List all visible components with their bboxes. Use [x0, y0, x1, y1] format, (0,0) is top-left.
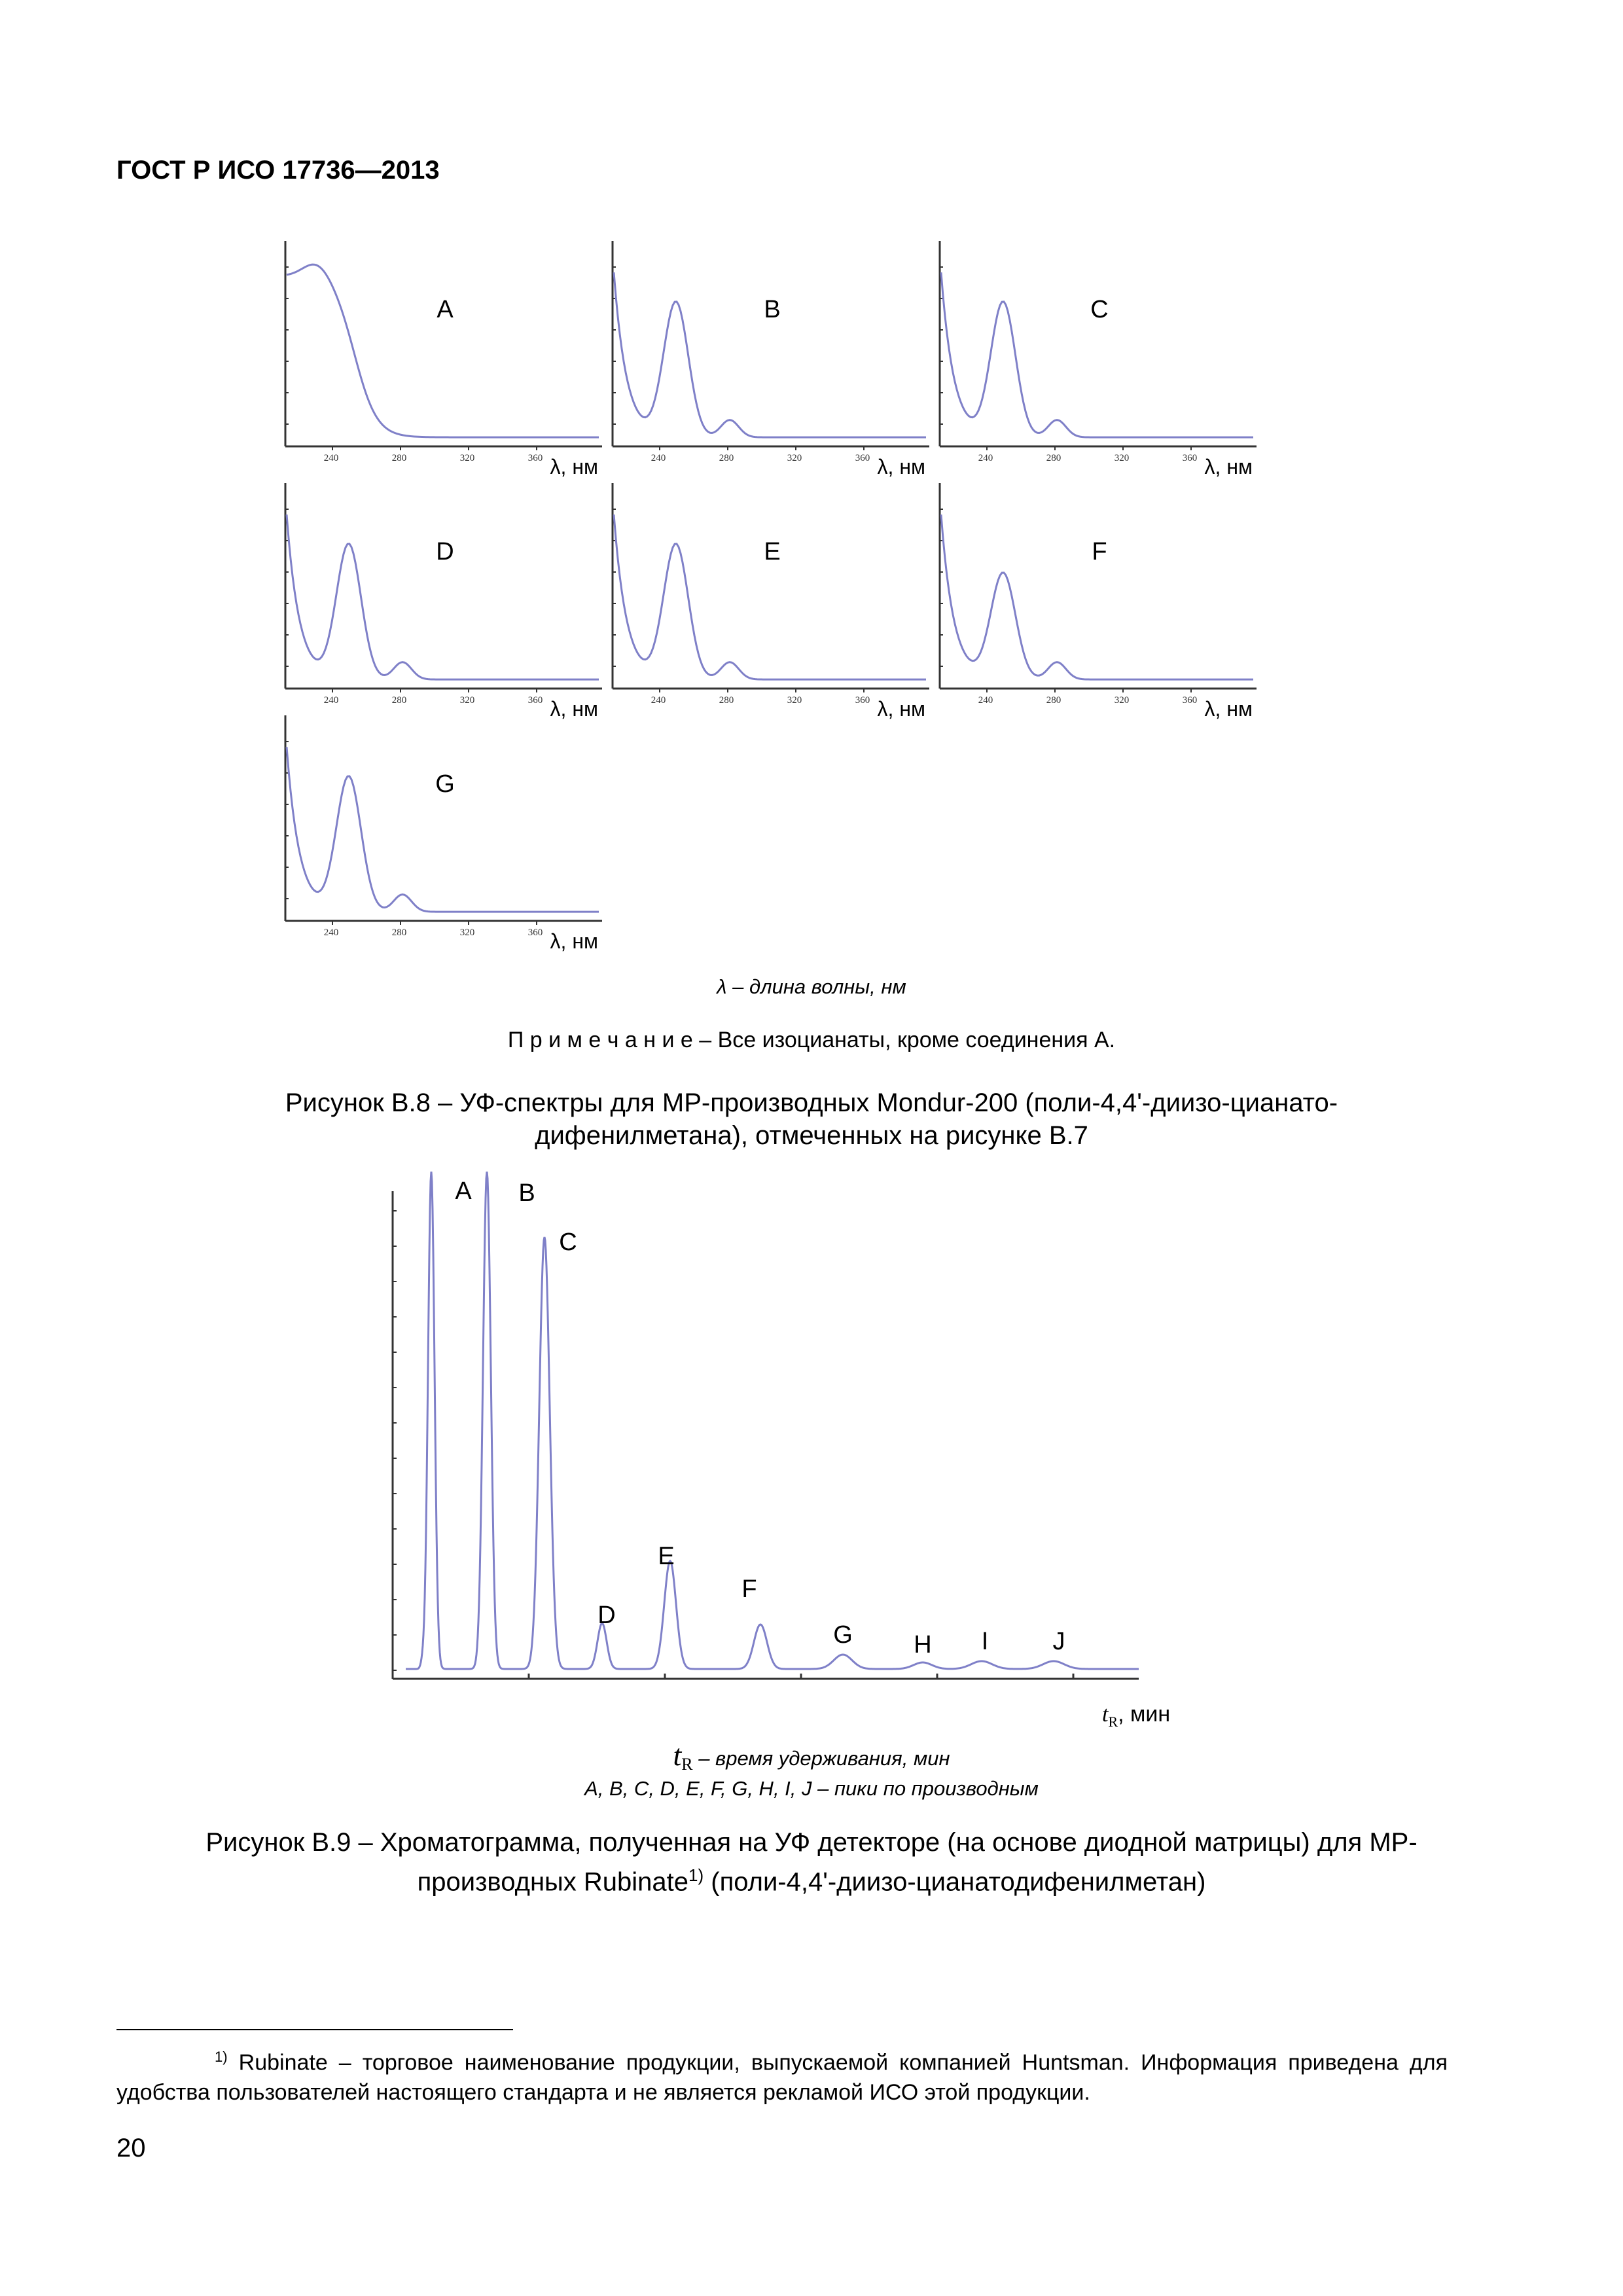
- x-tick-label: 320: [787, 453, 802, 463]
- peak-label-e: E: [658, 1543, 675, 1570]
- peak-label-i: I: [981, 1628, 989, 1655]
- x-axis-label: λ, нм: [1204, 455, 1253, 478]
- spectrum-label: B: [764, 296, 781, 323]
- peak-label-d: D: [597, 1602, 616, 1629]
- peak-label-b: B: [518, 1179, 535, 1207]
- axis-label-unit: , мин: [1118, 1702, 1171, 1727]
- x-tick-label: 360: [527, 695, 543, 706]
- x-tick-label: 360: [1182, 695, 1198, 706]
- note-word: П р и м е ч а н и е: [507, 1028, 693, 1052]
- figure8-caption-line2: дифенилметана), отмеченных на рисунке В.7: [535, 1121, 1088, 1150]
- spectrum-panel-g: [281, 710, 602, 959]
- footnote-marker: 1): [215, 2049, 228, 2065]
- figure8-caption-line1: Рисунок В.8 – УФ-спектры для МР-производных Mondur-200 (поли-4,4'-диизо-цианато-: [285, 1088, 1338, 1117]
- spectrum-svg: [609, 236, 929, 484]
- x-tick-label: 280: [1046, 695, 1061, 706]
- x-tick-label: 360: [855, 695, 870, 706]
- spectrum-svg: [936, 478, 1257, 726]
- peak-label-f: F: [741, 1575, 757, 1603]
- x-tick-label: 320: [459, 927, 475, 938]
- chromatogram: [366, 1172, 1217, 1748]
- note-text: – Все изоцианаты, кроме соединения А.: [692, 1028, 1116, 1052]
- chromatogram-x-label: [1102, 1702, 1170, 1731]
- x-tick-label: 320: [787, 695, 802, 706]
- legend-t-symbol: t: [673, 1738, 682, 1772]
- spectrum-svg: [281, 478, 602, 726]
- document-header: ГОСТ Р ИСО 17736—2013: [116, 156, 440, 185]
- spectrum-panel-a: [281, 236, 602, 484]
- figure9-caption-line2b: (поли-4,4'-диизо-цианатодифенилметан): [704, 1867, 1206, 1897]
- legend-t-text: – время удерживания, мин: [692, 1747, 950, 1770]
- chromatogram-legend-1: [0, 1738, 1623, 1774]
- footnote: [116, 2042, 1448, 2108]
- figure9-footnote-ref: 1): [688, 1865, 704, 1885]
- spectrum-label: F: [1092, 538, 1107, 565]
- chromatogram-legend-2: A, B, C, D, E, F, G, H, I, J – пики по производным: [584, 1777, 1039, 1800]
- x-tick-label: 280: [391, 695, 407, 706]
- spectrum-label: A: [437, 296, 454, 323]
- figure9-caption-line2: [0, 1859, 1623, 1898]
- x-tick-label: 320: [1114, 453, 1130, 463]
- spectrum-label: G: [435, 770, 455, 798]
- spectrum-svg: [281, 710, 602, 959]
- x-axis-label: λ, нм: [550, 455, 598, 478]
- x-tick-label: 360: [527, 927, 543, 938]
- peak-label-a: A: [455, 1177, 472, 1205]
- x-tick-label: 320: [1114, 695, 1130, 706]
- x-tick-label: 360: [527, 453, 543, 463]
- peak-label-g: G: [833, 1621, 853, 1649]
- x-axis-label: λ, нм: [877, 455, 925, 478]
- x-axis-label: λ, нм: [877, 697, 925, 721]
- legend-t-sub: R: [681, 1755, 693, 1774]
- x-tick-label: 240: [323, 695, 339, 706]
- x-tick-label: 240: [323, 453, 339, 463]
- spectrum-curve: [287, 264, 599, 437]
- x-tick-label: 320: [459, 453, 475, 463]
- x-tick-label: 280: [719, 453, 734, 463]
- axis-label-t: t: [1102, 1702, 1109, 1727]
- x-tick-label: 240: [323, 927, 339, 938]
- spectrum-panel-e: [609, 478, 929, 726]
- spectrum-svg: [281, 236, 602, 484]
- x-tick-label: 240: [978, 453, 993, 463]
- x-tick-label: 280: [1046, 453, 1061, 463]
- figure8-caption: [0, 1086, 1623, 1152]
- peak-label-c: C: [559, 1229, 577, 1256]
- x-tick-label: 280: [719, 695, 734, 706]
- x-tick-label: 240: [978, 695, 993, 706]
- footnote-rule: [116, 2029, 513, 2030]
- x-tick-label: 320: [459, 695, 475, 706]
- chromatogram-trace: [406, 1172, 1139, 1669]
- peak-label-j: J: [1052, 1628, 1065, 1655]
- spectrum-label: D: [436, 538, 454, 565]
- spectra-note: [0, 1028, 1623, 1053]
- page-number: 20: [116, 2134, 146, 2162]
- x-axis-label: λ, нм: [1204, 697, 1253, 721]
- spectrum-label: C: [1090, 296, 1109, 323]
- spectrum-svg: [936, 236, 1257, 484]
- footnote-text: Rubinate – торговое наименование продукции, выпускаемой компанией Huntsman. Информация приведена для удобства пользователей настоящего стандарта и не является рекламой ИСО этой продукции.: [116, 2050, 1448, 2106]
- chromatogram-svg: [366, 1172, 1217, 1748]
- x-tick-label: 280: [391, 453, 407, 463]
- spectrum-panel-b: [609, 236, 929, 484]
- x-axis-label: λ, нм: [550, 929, 598, 953]
- x-tick-label: 240: [651, 695, 666, 706]
- x-tick-label: 280: [391, 927, 407, 938]
- x-tick-label: 360: [1182, 453, 1198, 463]
- spectrum-panel-d: [281, 478, 602, 726]
- figure9-caption-line2a: производных Rubinate: [417, 1867, 689, 1897]
- spectra-legend: λ – длина волны, нм: [717, 975, 906, 998]
- axis-label-sub: R: [1108, 1713, 1118, 1730]
- x-axis-label: λ, нм: [550, 697, 598, 721]
- figure9-caption: [0, 1826, 1623, 1898]
- x-tick-label: 240: [651, 453, 666, 463]
- spectrum-panel-c: [936, 236, 1257, 484]
- figure9-caption-line1: Рисунок В.9 – Хроматограмма, полученная на УФ детекторе (на основе диодной матрицы) для МР-: [205, 1828, 1418, 1857]
- peak-label-h: H: [914, 1631, 932, 1659]
- x-tick-label: 360: [855, 453, 870, 463]
- spectrum-panel-f: [936, 478, 1257, 726]
- spectrum-svg: [609, 478, 929, 726]
- spectrum-label: E: [764, 538, 781, 565]
